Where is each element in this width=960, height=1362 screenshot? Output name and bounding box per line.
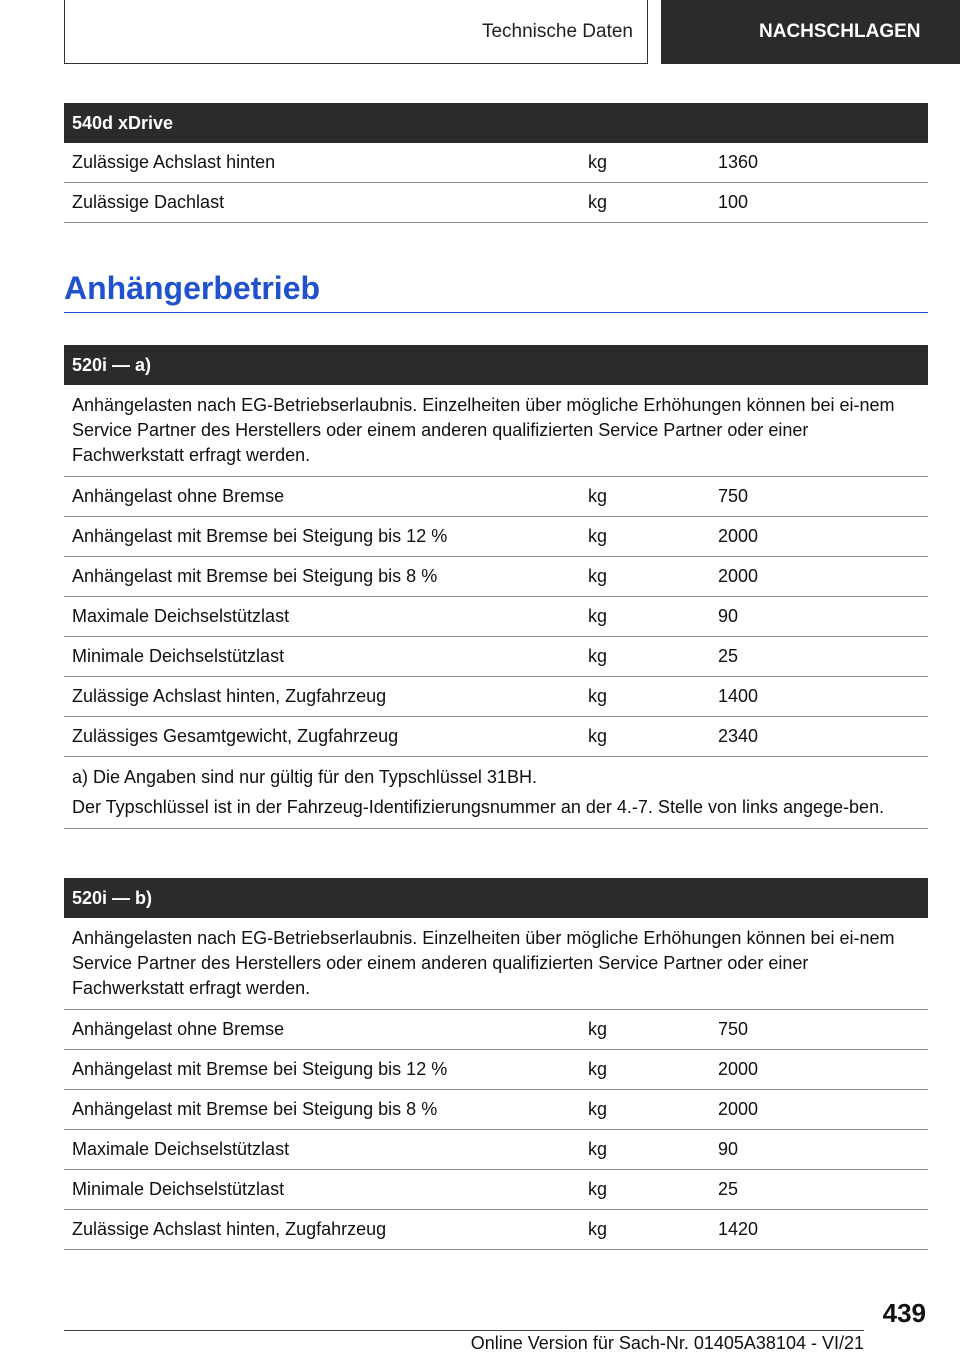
table-row: Minimale Deichselstützlast kg 25 xyxy=(64,1170,928,1210)
header-section-label: Technische Daten xyxy=(481,20,633,42)
table-row: Minimale Deichselstützlast kg 25 xyxy=(64,637,928,677)
table-520i-b xyxy=(64,878,928,1250)
table-row: Anhängelast ohne Bremse kg 750 xyxy=(64,477,928,517)
table-intro: Anhängelasten nach EG-Betriebserlaubnis. Einzelheiten über mögliche Erhöhungen können bei ei-nem Service Partner des Herstellers oder einem anderen qualifizierten Service Partner oder einer Fachwerkstatt erfragt werden. xyxy=(64,385,928,477)
table-row: Anhängelast mit Bremse bei Steigung bis 8 % kg 2000 xyxy=(64,1090,928,1130)
table-row: Anhängelast ohne Bremse kg 750 xyxy=(64,1010,928,1050)
page-number: 439 xyxy=(882,1298,926,1328)
table-row: Anhängelast mit Bremse bei Steigung bis 12 % kg 2000 xyxy=(64,517,928,557)
footnote-line: a) Die Angaben sind nur gültig für den Typschlüssel 31BH. xyxy=(72,767,537,787)
table-footnote xyxy=(64,757,928,829)
table-row: Anhängelast mit Bremse bei Steigung bis 12 % kg 2000 xyxy=(64,1050,928,1090)
footer-version: Online Version für Sach-Nr. 01405A38104 - VI/21 xyxy=(470,1333,864,1353)
table-row: Zulässige Dachlast kg 100 xyxy=(64,183,928,223)
table-row: Zulässige Achslast hinten, Zugfahrzeug kg 1420 xyxy=(64,1210,928,1250)
table-row: Zulässige Achslast hinten kg 1360 xyxy=(64,143,928,183)
table-header: 520i — b) xyxy=(64,878,928,918)
table-row: Anhängelast mit Bremse bei Steigung bis 8 % kg 2000 xyxy=(64,557,928,597)
table-row: Zulässiges Gesamtgewicht, Zugfahrzeug kg 2340 xyxy=(64,717,928,757)
header-chapter-label: NACHSCHLAGEN xyxy=(759,21,921,42)
footnote-line: Der Typschlüssel ist in der Fahrzeug-Identifizierungsnummer an der 4.-7. Stelle von links angege-ben. xyxy=(72,797,885,817)
table-row: Zulässige Achslast hinten, Zugfahrzeug kg 1400 xyxy=(64,677,928,717)
section-title: Anhängerbetrieb xyxy=(64,268,928,313)
footer-divider xyxy=(64,1330,864,1331)
table-520i-a xyxy=(64,345,928,829)
header-chapter-tab xyxy=(661,0,960,64)
table-header: 540d xDrive xyxy=(64,103,928,143)
table-row: Maximale Deichselstützlast kg 90 xyxy=(64,597,928,637)
header-section-tab xyxy=(64,0,648,64)
table-row: Maximale Deichselstützlast kg 90 xyxy=(64,1130,928,1170)
table-intro: Anhängelasten nach EG-Betriebserlaubnis. Einzelheiten über mögliche Erhöhungen können bei ei-nem Service Partner des Herstellers oder einem anderen qualifizierten Service Partner oder einer Fachwerkstatt erfragt werden. xyxy=(64,918,928,1010)
table-header: 520i — a) xyxy=(64,345,928,385)
table-540d xyxy=(64,103,928,223)
